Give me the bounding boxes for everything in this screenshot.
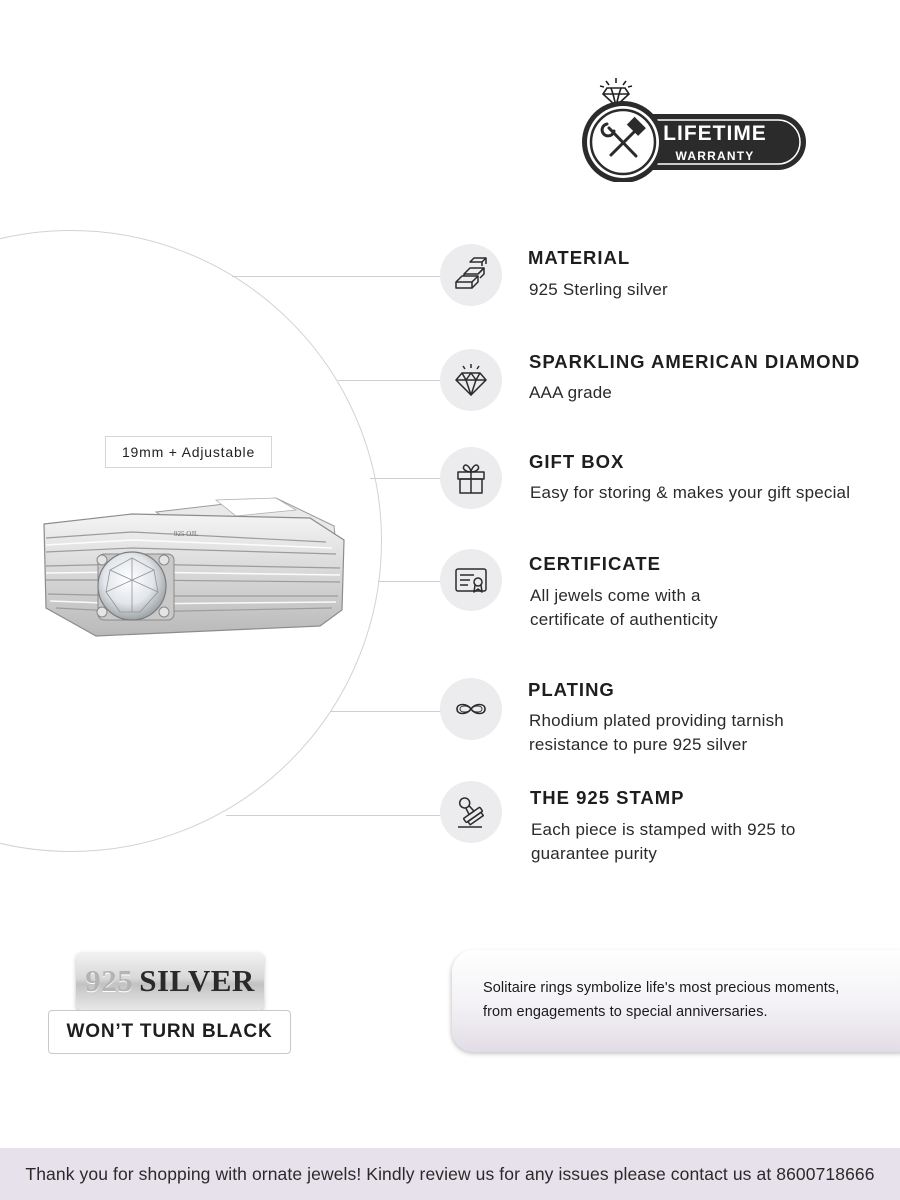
feature-stamp-desc-line1: Each piece is stamped with 925 to — [531, 820, 796, 839]
solitaire-quote-box — [452, 950, 900, 1052]
feature-diamond-desc: AAA grade — [529, 383, 613, 402]
feature-stamp-desc-line2: guarantee purity — [531, 844, 658, 863]
warranty-badge-graphic — [578, 74, 810, 182]
feature-material-desc: 925 Sterling silver — [529, 280, 668, 299]
thank-you-footer — [0, 1148, 900, 1200]
lifetime-warranty-badge — [578, 74, 810, 182]
feature-plating-desc-line2: resistance to pure 925 silver — [529, 735, 748, 754]
silver-badge-word: SILVER — [139, 963, 255, 998]
feature-giftbox-desc: Easy for storing & makes your gift special — [530, 483, 851, 502]
warranty-line1: LIFETIME — [663, 122, 767, 145]
connector-line — [370, 478, 444, 479]
diamond-icon — [452, 361, 490, 399]
ring-stamp-text: 925 OJL — [174, 530, 199, 538]
connector-line — [232, 276, 444, 277]
silver-badge-number: 925 — [85, 963, 134, 998]
feature-stamp-title: THE 925 STAMP — [530, 787, 685, 808]
feature-plating-desc-line1: Rhodium plated providing tarnish — [529, 711, 784, 730]
feature-giftbox-title: GIFT BOX — [529, 451, 625, 472]
quote-line1: Solitaire rings symbolize life's most precious moments, — [483, 980, 840, 996]
feature-plating-badge — [440, 678, 502, 740]
feature-stamp-badge — [440, 781, 502, 843]
feature-material-badge — [440, 244, 502, 306]
silver-bars-icon — [452, 256, 490, 294]
infinity-icon — [452, 690, 490, 728]
ring-size-label: 19mm + Adjustable — [105, 436, 272, 468]
wont-turn-black-label: WON’T TURN BLACK — [48, 1010, 291, 1054]
stamp-icon — [452, 793, 490, 831]
connector-line — [338, 380, 444, 381]
silver-925-badge — [76, 952, 264, 1010]
footer-text: Thank you for shopping with ornate jewels! Kindly review us for any issues please contact us at 8600718666 — [25, 1163, 875, 1184]
certificate-icon — [452, 561, 490, 599]
warranty-line2: WARRANTY — [675, 149, 755, 163]
feature-material-title: MATERIAL — [528, 247, 631, 268]
feature-certificate-desc-line2: certificate of authenticity — [530, 610, 718, 629]
feature-plating-title: PLATING — [528, 679, 615, 700]
feature-certificate-title: CERTIFICATE — [529, 553, 661, 574]
ring-image — [36, 488, 354, 652]
connector-line — [330, 711, 444, 712]
feature-giftbox-badge — [440, 447, 502, 509]
connector-line — [226, 815, 444, 816]
gift-box-icon — [452, 459, 490, 497]
feature-diamond-badge — [440, 349, 502, 411]
quote-line2: from engagements to special anniversaries. — [483, 1004, 768, 1020]
feature-diamond-title: SPARKLING AMERICAN DIAMOND — [529, 351, 861, 372]
feature-certificate-badge — [440, 549, 502, 611]
connector-line — [378, 581, 444, 582]
feature-certificate-desc-line1: All jewels come with a — [530, 586, 701, 605]
